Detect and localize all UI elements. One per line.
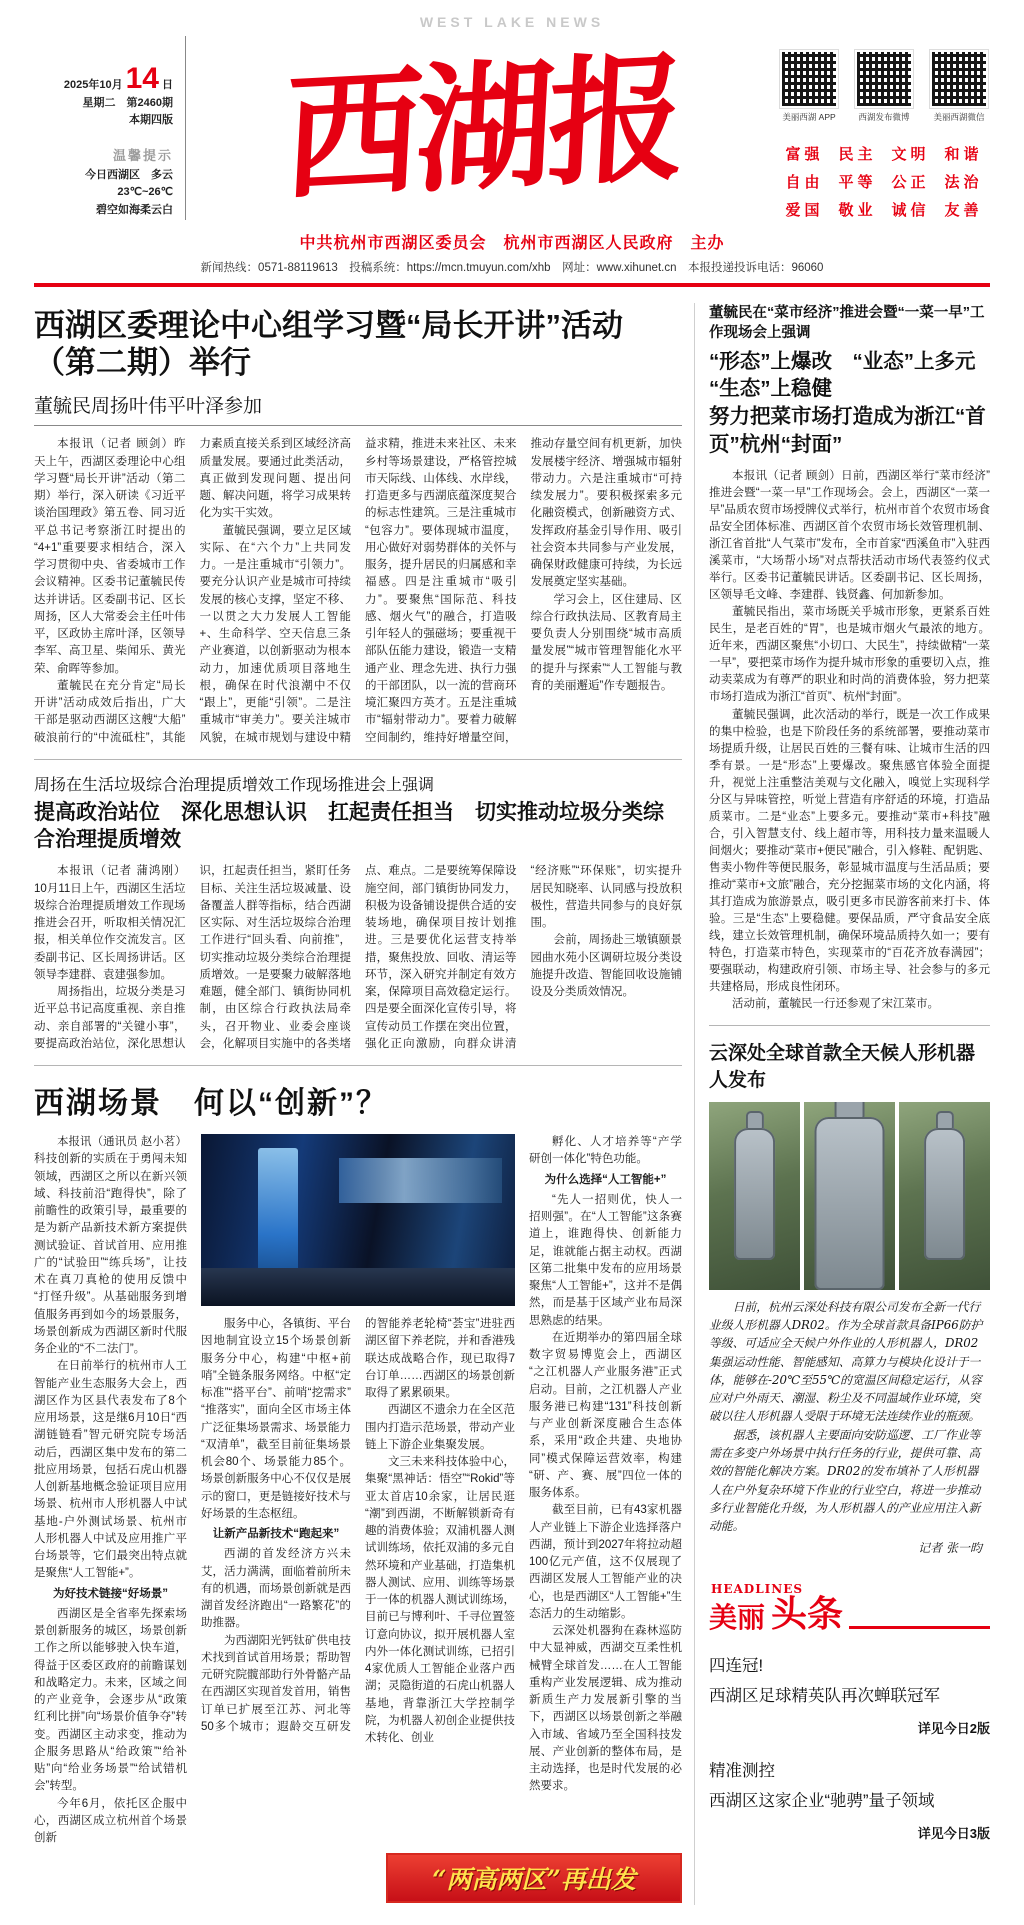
market-headline-line1: “形态”上爆改 “业态”上多元 “生态”上稳健 <box>709 349 996 401</box>
robot-body-shape <box>924 1128 966 1260</box>
date-prefix: 2025年10月 <box>63 79 123 91</box>
divider <box>709 1025 990 1026</box>
lead-subhead: 董毓民周扬叶伟平叶泽参加 <box>34 396 263 418</box>
paragraph: 在日前举行的杭州市人工智能产业生态服务大会上，西湖区作为区县代表发布了8个应用场景，这是继6月10日“西湖链链看”智元研究院专场活动后，西湖区集中发布的第二批应用场景，包括石虎山机器人创新基地概念验证项目应用场景、杭州市人形机器人中试基地-户外测试场景、杭州市人形机器人中试及应用推广平台场景等，它们最突出特点就是聚焦“人工智能+”。 <box>34 1360 187 1580</box>
article-market <box>709 303 996 1013</box>
robot-body-shape <box>814 1117 885 1290</box>
scene-column-1 <box>34 1134 187 1847</box>
paragraph: 董毓民强调，此次活动的举行，既是一次工作成果的集中检验，也是下阶段任务的系统部署，要推动菜市场提质升级，让居民百姓的三餐有味、让城市生活的四季有景。一是“形态”上要爆改。聚焦感官体验全面提升，视觉上注重整洁美观与文化融入，嗅觉上实现科学分区与异味管控，听觉上营造有序舒适的环境，打造品质菜市。二是“业态”上要多元。要推动“菜市+科技”融合，引入智慧支付、线上超市等，用科技力量来温暖人间烟火；要推动“菜市+便民”融合，引入修鞋、配钥匙、售卖小物件等便民服务，彰显城市温度与生活品质；要推动“菜市+文旅”融合，充分挖掘菜市场的文化内涵，将其打造成为旅游景点，吸引更多市民游客前来打卡、体验。三是“生态”上要稳健。要保品质，严守食品安全底线，建立长效管理机制，确保环境品质持久如一；要有特色，打造菜市特色，实现菜市的“百花齐放春满园”；要强联动，构建政府引领、市场主导、社会参与的多元共建格局，形成良性闭环。 <box>709 708 990 993</box>
core-value: 友善 <box>944 202 983 219</box>
scene-middle-block <box>201 1134 515 1847</box>
article-waste <box>34 772 682 1053</box>
headline-item-subtitle: 西湖区足球精英队再次蝉联冠军 <box>709 1687 940 1706</box>
article-scene <box>34 1078 682 1905</box>
paper-name-english: WEST LAKE NEWS <box>419 14 605 30</box>
article-robot <box>709 1038 990 1557</box>
qr-and-values <box>778 36 990 220</box>
lead-headline: 西湖区委理论中心组学习暨“局长开讲”活动（第二期）举行 <box>34 308 623 381</box>
paragraph: 为好技术链接“好场景” <box>53 1587 168 1600</box>
qr-item-app <box>778 50 840 123</box>
waste-kicker: 周扬在生活垃圾综合治理提质增效工作现场推进会上强调 <box>34 776 435 794</box>
masthead-wrap <box>186 36 778 220</box>
qr-code-icon <box>930 50 988 108</box>
core-value: 诚信 <box>891 202 930 219</box>
core-value: 自由 <box>785 174 824 191</box>
headline-item <box>709 1652 990 1737</box>
robot-headline: 云深处全球首款全天候人形机器人发布 <box>709 1042 976 1091</box>
core-value: 平等 <box>838 174 877 191</box>
photo-floor <box>201 1268 515 1306</box>
photo-screen-band <box>339 1158 502 1203</box>
paragraph: 让新产品新技术“跑起来” <box>212 1528 340 1541</box>
robot-photo-closeup <box>804 1102 895 1290</box>
core-value: 和谐 <box>944 146 983 163</box>
paragraph: 为西湖阳光钙钛矿供电技术找到首试首用场景；帮助智元研究院髋部助行外骨骼产品在西湖区实现首发首用，销售订单已扩展至江苏、河北等50多个城市；遐龄交互研发的智能养老轮椅“荟宝”进驻西湖区留下养老院，并和香港残联达成战略合作，现已取得7台订单……西湖区的场景创新取得了累累硕果。 <box>201 1318 515 1733</box>
date-suffix: 日 <box>162 79 173 91</box>
date-block <box>34 36 186 220</box>
divider <box>34 425 682 426</box>
headlines-box <box>709 1582 990 1842</box>
paragraph: 西湖区不遗余力在全区范围内打造示范场景，带动产业链上下游企业集聚发展。 <box>365 1404 515 1451</box>
paragraph: 本报讯（记者 蒲鸿刚）10月11日上午，西湖区生活垃圾综合治理提质增效工作现场推进会召开，听取相关情况汇报，相关单位作交流发言。区委副书记、区长周扬讲话。区领导李建群、袁建强参加。 <box>34 865 186 981</box>
divider <box>34 1065 682 1066</box>
headline-item <box>709 1757 990 1842</box>
lead-body <box>34 436 682 747</box>
newspaper-title: 西湖报 <box>279 35 685 220</box>
masthead-area <box>34 36 990 220</box>
scene-body-grid <box>34 1134 682 1905</box>
paragraph: 今年6月，依托区企服中心，西湖区成立杭州首个场景创新 <box>34 1797 187 1845</box>
headlines-underline <box>849 1626 990 1629</box>
scene-middle-columns <box>201 1316 515 1747</box>
scene-column-4 <box>529 1134 682 1847</box>
qr-item-weibo <box>853 50 915 123</box>
headlines-logo-cn-right: 头条 <box>771 1593 844 1635</box>
date-day: 14 <box>125 62 159 95</box>
headline-item-subtitle: 西湖区这家企业“驰骋”量子领域 <box>709 1792 935 1811</box>
paragraph: 孵化、人才培养等“产学研创一体化”特色功能。 <box>529 1136 682 1166</box>
paragraph: 云深处机器狗在森林巡防中大显神威，西湖交互柔性机械臂全球首发……在人工智能重构产业发展逻辑、成为推动新质生产力发展新引擎的当下，西湖区以场景创新之举融入市域、省域乃至全国科技发展、产业创新的整体布局，是主动选择，也是时代发展的必然要求。 <box>529 1625 682 1793</box>
core-value: 公正 <box>891 174 930 191</box>
qr-code-icon <box>855 50 913 108</box>
main-content <box>34 303 996 1905</box>
market-body <box>709 468 990 1013</box>
paragraph: 学习会上，区住建局、区综合行政执法局、区教育局主要负责人分别围绕“城市高质量发展”“城市管理智能化水平的提升与探索”“人工智能与教育的美丽邂逅”作专题报告。 <box>530 593 682 692</box>
paragraph: 本报讯（记者 顾剑）日前，西湖区举行“菜市经济”推进会暨“一菜一早”工作现场会。会上，西湖区“一菜一早”品质农贸市场授牌仪式举行，杭州市首个农贸市场食品安全团体标准、西湖区首个农贸市场长效管理机制、浙江省首批“人气菜市”发布，全市首家“西溪鱼市”入驻西溪菜市，“大场帮小场”对点帮扶活动市场代表签约仪式举行。区委书记董毓民讲话。区委副书记、区长周扬，区领导毛文峰、李建群、钱贤鑫、何加新参加。 <box>709 470 990 602</box>
paragraph: 董毓民强调，要立足区域实际、在“六个力”上共同发力。一是注重城市“引领力”。要充分认识产业是城市可持续发展的核心支撑，坚定不移、一以贯之大力发展人工智能+、生命科学、空天信息三条产业赛道，以创新驱动为根本动力，加速优质项目落地生根，确保在时代浪潮中不仅“跟上”，更能“引领”。二是注重城市“审美力”。要关注城市风貌，在城市规划与建设中精益求精，推进未来社区、未来乡村等场景建设，严格管控城市天际线、山体线、水岸线，打造更多与西湖底蕴深度契合的标志性建筑。三是注重城市“包容力”。要体现城市温度，用心做好对弱势群体的关怀与服务，提升居民的归属感和幸福感。四是注重城市“吸引力”。要聚焦“国际范、科技感、烟火气”的融合，打造吸引年轻人的强磁场；要重视干部队伍能力建设，锻造一支精通产业、理念先进、执行力强的干部团队，以一流的营商环境汇聚四方英才。五是注重城市“辐射带动力”。要着力破解空间制约，维持好增量空间，推动存量空间有机更新，加快发展楼宇经济、增强城市辐射带动力。六是注重城市“可持续发展力”。要积极探索多元化融资模式，创新融资方式、发挥政府基金引导作用、吸引社会资本共同参与产业发展，确保财政健康可持续，为长远发展奠定坚实基础。 <box>199 438 682 744</box>
paragraph: 西湖的首发经济方兴未艾，活力满满，面临着前所未有的机遇，而场景创新就是西湖首发经济跑出“一路繁花”的助推器。 <box>201 1548 351 1630</box>
core-value: 文明 <box>891 146 930 163</box>
robot-photos <box>709 1102 990 1290</box>
temperature-line: 23℃~26℃ <box>117 186 173 199</box>
article-lead <box>34 307 682 747</box>
left-region <box>34 303 694 1905</box>
qr-caption: 美丽西湖微信 <box>933 112 985 122</box>
headlines-logo-row <box>709 1593 990 1635</box>
market-headline-line2: 努力把菜市场打造成为浙江“首页”杭州“封面” <box>709 404 986 456</box>
paragraph: 在近期举办的第四届全球数字贸易博览会上，西湖区“之江机器人产业服务港”正式启动。目前，之江机器人产业服务港已构建“131”科技创新与产业创新深度融合生态体系，采用“政企共建、央地协同”模式保障运营效率，构建“研、产、赛、展”四位一体的服务体系。 <box>529 1331 682 1500</box>
headlines-logo-cn-left: 美丽 <box>709 1602 766 1634</box>
qr-caption: 西湖发布微博 <box>858 112 910 122</box>
weather-tips-title: 温馨提示 <box>112 147 173 163</box>
robot-body-shape <box>734 1128 776 1260</box>
waste-headline: 提高政治站位 深化思想认识 扛起责任担当 切实推动垃圾分类综合治理提质增效 <box>34 800 664 852</box>
qr-row <box>778 50 990 123</box>
paragraph: 服务中心，各镇街、平台因地制宜设立15个场景创新服务分中心，构建“中枢+前哨”全链条服务网络。中枢“定标准”“搭平台”、前哨“挖需求”“推落实”，面向全区市场主体广泛征集场景需求、场景能力“双清单”，截至目前征集场景机会80个、场景能力85个。场景创新服务中心不仅仅是展示的窗口，更是链接好技术与好场景的生态枢纽。 <box>201 1318 351 1520</box>
paragraph: 本报讯（通讯员 赵小茗）科技创新的实质在于勇闯未知领域，西湖区之所以在新兴领域、科技前沿“跑得快”，除了前瞻性的政策引导，最重要的是为新产品新技术新方案提供测试验证、首试首用、应用推广的“试验田”“练兵场”，让技术在真刀真枪的使用反馈中“打怪升级”。从基础服务到增值服务再到如今的场景服务，场景创新成为西湖区新时代服务企业的“不二法门”。 <box>34 1136 187 1356</box>
qr-caption: 美丽西湖 APP <box>782 112 836 122</box>
headline-item-ref: 详见今日2版 <box>917 1721 990 1737</box>
weather-poem-line: 碧空如海柔云白 <box>96 203 173 216</box>
core-value: 法治 <box>944 174 983 191</box>
header-rule <box>34 283 990 287</box>
organizer-line: 中共杭州市西湖区委员会 杭州市西湖区人民政府 主办 <box>299 235 725 252</box>
paragraph: 会前，周扬赴三墩镇颐景园曲水苑小区调研垃圾分类设施提升改造、智能回收设施铺设及分类质效情况。 <box>530 934 682 999</box>
paragraph: 据悉，该机器人主要面向安防巡逻、工厂作业等需在多变户外场景中执行任务的行业，提供可靠、高效的智能化解决方案。DR02的发布填补了人形机器人在户外复杂环境下作业的行业空白，将进一步推动多行业智能化升级，为人形机器人的产业应用注入新动能。 <box>709 1427 981 1534</box>
paragraph: 周扬指出，垃圾分类是习近平总书记高度重视、亲自推动、亲自部署的“关键小事”，要提高政治站位，深化思想认识，扛起责任担当，紧盯任务目标、关注生活垃圾减量、设备覆盖人群等指标，结合西湖区实际、对生活垃圾综合治理工作进行“回头看、向前推”，切实推动垃圾分类综合治理提质增效。一是要聚力破解落地难题，健全部门、镇街协同机制，由区综合行政执法局牵头，召开物业、业委会座谈会，化解项目实施中的各类堵点、难点。二是要统筹保障设施空间，部门镇街协同发力，积极为设备铺设提供合适的安装场地，确保项目按计划推进。三是要优化运营支持举措，聚焦投放、回收、清运等环节，深入研究并制定有效方案，保障项目高效稳定运行。四是要全面深化宣传引导，将宣传动员工作摆在突出位置，强化正向激励，向群众讲清“经济账”“环保账”，切实提升居民知晓率、认同感与投放积极性，营造共同参与的良好氛围。 <box>34 865 682 1050</box>
slogan-banner-text: “两高两区”再出发 <box>432 1865 636 1895</box>
core-value: 民主 <box>838 146 877 163</box>
paragraph: 董毓民指出，菜市场既关乎城市形象，更紧系百姓民生，是老百姓的“胃”，也是城市烟火气最浓的地方。近年来，西湖区聚焦“小切口、大民生”，持续做精“一菜一早”，要把菜市场作为提升城市形象的重要切入点，推动卖菜成为有尊严的职业和时尚的消费体验，努力把菜市场打造成为浙江“首页”、杭州“封面”。 <box>709 606 990 704</box>
slogan-banner <box>386 1853 682 1903</box>
robot-photo-terrain <box>899 1102 990 1290</box>
weather-line: 今日西湖区 多云 <box>85 168 173 181</box>
paragraph: 董毓民在充分肯定“局长开讲”活动成效后指出，广大干部是驱动西湖区这艘“大船”破浪前行的“中流砥柱”，其能力素质直接关系到区域经济高质量发展。要通过此类活动，真正做到发现问题、提出问题、解决问题，将学习成果转化为实干实效。 <box>34 438 351 744</box>
core-value: 富强 <box>785 146 824 163</box>
paragraph: 日前，杭州云深处科技有限公司发布全新一代行业级人形机器人DR02。作为全球首款具备IP66防护等级、可适应全天候户外作业的人形机器人，DR02集强运动性能、智能感知、高算力与模块化设计于一体，能够在-20℃至55℃的宽温区间稳定运行，从容应对户外雨天、潮湿、粉尘及不同温域作业环境，突破以往人形机器人受限于环境无法连续作业的瓶颈。 <box>709 1299 983 1424</box>
paragraph: 文三未来科技体验中心，集聚“黑神话：悟空”“Rokid”等亚太首店10余家，让居民逛“潮”到西湖，不断解锁新奇有趣的消费体验；双浦机器人测试训练场，依托双浦的多元自然环境和产业基础，打造集机器人测试、应用、训练等场景于一体的机器人测试训练场，目前已与博利叶、千寻位置签订意向协议，拟开展机器人室内外一体化测试训练，已招引4家优质人工智能企业落户西湖；灵隐街道的石虎山机器人基地，背靠浙江大学控制学院，为机器人初创企业提供技术转化、创业 <box>365 1456 515 1745</box>
paragraph: 活动前，董毓民一行还参观了宋江菜市。 <box>732 997 939 1010</box>
scene-headline: 西湖场景 何以“创新”？ <box>34 1087 388 1121</box>
headlines-logo-english: HEADLINES <box>711 1582 804 1597</box>
market-kicker: 董毓民在“菜市经济”推进会暨“一菜一早”工作现场会上强调 <box>709 305 985 342</box>
paragraph: 为什么选择“人工智能+” <box>544 1173 667 1186</box>
paragraph: 本报讯（记者 顾剑）昨天上午，西湖区委理论中心组学习暨“局长开讲”活动（第二期）举行，深入研读《习近平谈治国理政》第五卷、同习近平总书记考察浙江时提出的“4+1”重要要求相结合，深入学习贯彻中央、省委城市工作会议精神。区委书记董毓民传达并讲话。区委副书记、区长周扬，区人大常委会主任叶伟平，区政协主席叶泽，区领导李军、高卫星、柴闻乐、黄光荣、俞晖等参加。 <box>34 438 186 675</box>
core-values-grid <box>778 143 990 220</box>
headline-item-title: 四连冠! <box>709 1657 764 1676</box>
paragraph: “先人一招则优，快人一招则强”。在“人工智能”这条赛道上，谁跑得快、创新能力足，谁就能占据主动权。西湖区第二批集中发布的应用场景聚焦“人工智能+”，这并不是偶然，而是基于区域产业布局深思熟虑的结果。 <box>529 1193 682 1327</box>
paragraph: 西湖区是全省率先探索场景创新服务的城区，场景创新工作之所以能够驶入快车道，得益于区委区政府的前瞻谋划和战略定力。未来，区域之间的产业竞争，会逐步从“政策红利比拼”向“场景价值争夺”转变。西湖区主动求变，推动为企服务思路从“给政策”“给补贴”向“给业务场景”“给试错机会”转型。 <box>34 1607 187 1793</box>
date-line <box>34 64 173 95</box>
market-headline <box>709 348 996 459</box>
headline-item-title: 精准测控 <box>709 1762 775 1781</box>
right-region <box>694 303 996 1905</box>
robot-body-text <box>709 1298 990 1536</box>
core-value: 敬业 <box>838 202 877 219</box>
robot-byline: 记者 张一昀 <box>918 1541 982 1556</box>
paragraph: 截至目前，已有43家机器人产业链上下游企业选择落户西湖，预计到2027年将拉动超100亿元产值，这不仅展现了西湖区发展人工智能产业的决心，也是西湖区“人工智能+”生态活力的生动缩影。 <box>529 1504 682 1620</box>
waste-body <box>34 863 682 1053</box>
qr-item-wechat <box>928 50 990 123</box>
tech-center-photo <box>201 1134 515 1306</box>
headline-item-ref: 详见今日3版 <box>917 1826 990 1842</box>
qr-code-icon <box>780 50 838 108</box>
contact-line: 新闻热线：0571-88119613 投稿系统：https://mcn.tmuyun.com/xhb 网址：www.xihunet.cn 本报投递投诉电话：96060 <box>200 262 824 274</box>
core-value: 爱国 <box>785 202 824 219</box>
divider <box>34 759 682 760</box>
issue-number: 星期二 第2460期 <box>82 96 173 109</box>
page-count: 本期四版 <box>129 114 173 127</box>
robot-photo-walking <box>709 1102 800 1290</box>
